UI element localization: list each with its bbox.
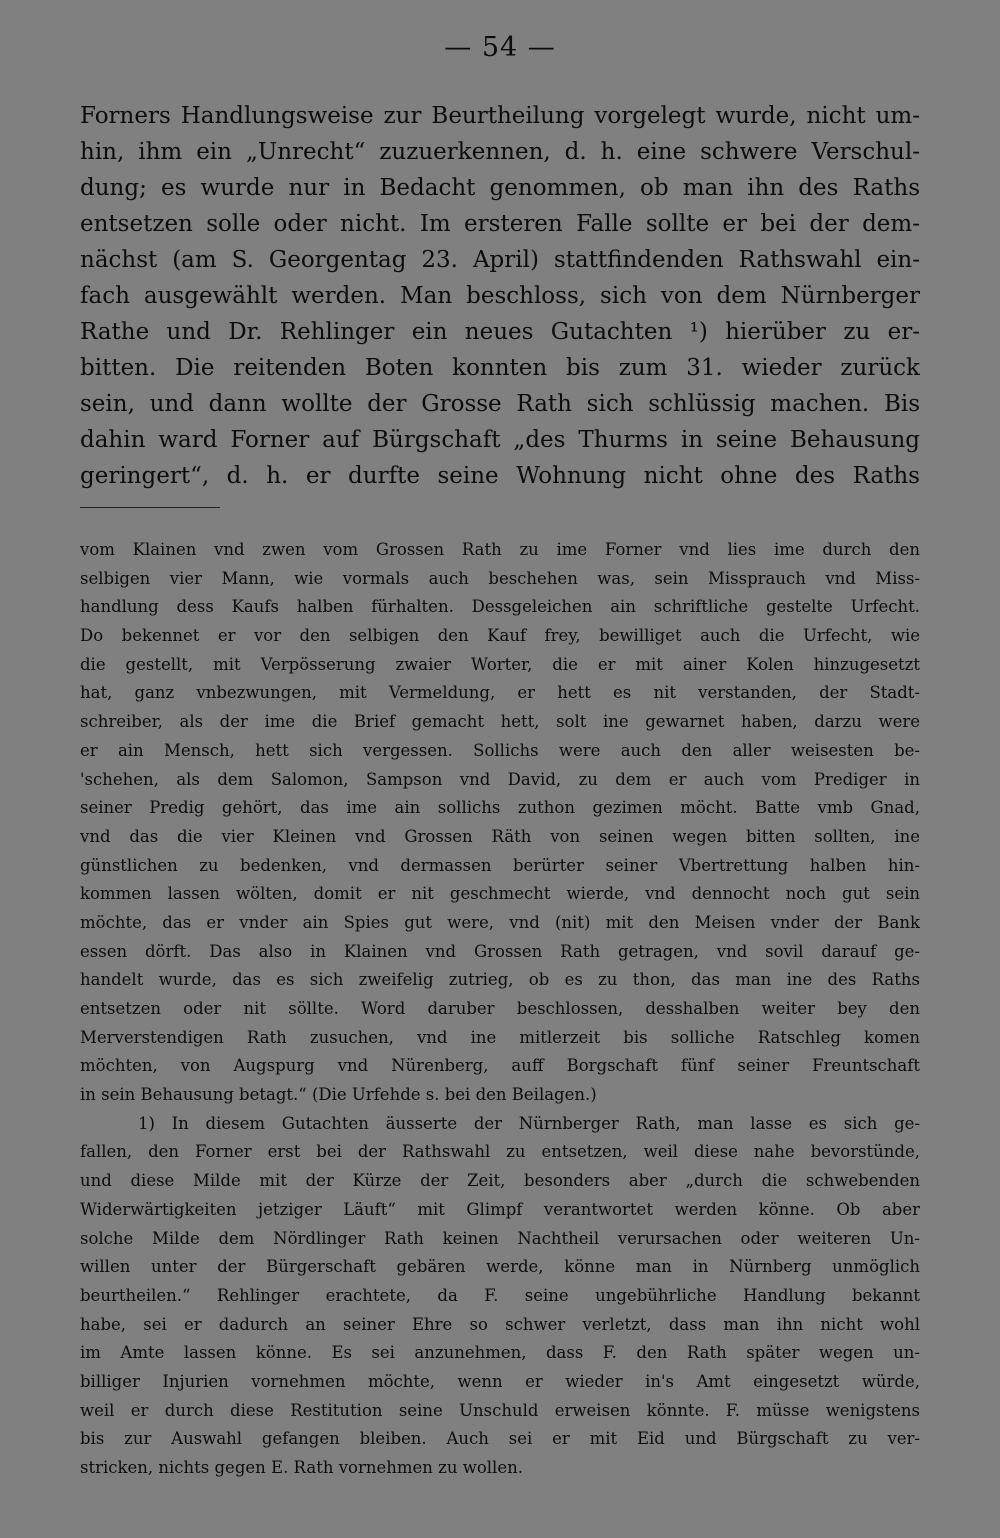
footnote-line: 'schehen, als dem Salomon, Sampson vnd David, zu dem er auch vom Prediger in xyxy=(80,769,920,789)
footnote-line: möchte, das er vnder ain Spies gut were, vnd (nit) mit den Meisen vnder der Bank xyxy=(80,912,920,932)
footnote-line: im Amte lassen könne. Es sei anzunehmen, dass F. den Rath später wegen un- xyxy=(80,1343,920,1363)
footnote-line: handlung dess Kaufs halben fürhalten. Dessgeleichen ain schriftliche gestelte Urfecht. xyxy=(80,597,920,617)
footnote-line: Do bekennet er vor den selbigen den Kauf frey, bewilliget auch die Urfecht, wie xyxy=(80,626,920,646)
footnote-line: schreiber, als der ime die Brief gemacht hett, solt ine gewarnet haben, darzu were xyxy=(80,712,920,732)
main-text-block xyxy=(80,98,920,494)
footnote-line: selbigen vier Mann, wie vormals auch beschehen was, sein Missprauch vnd Miss- xyxy=(80,568,920,588)
main-text-line: bitten. Die reitenden Boten konnten bis zum 31. wieder zurück xyxy=(80,355,920,381)
footnote-line: die gestellt, mit Verpösserung zwaier Worter, die er mit ainer Kolen hinzugesetzt xyxy=(80,654,920,674)
footnote-line: hat, ganz vnbezwungen, mit Vermeldung, er hett es nit verstanden, der Stadt- xyxy=(80,683,920,703)
footnote-line: möchten, von Augspurg vnd Nürenberg, auff Borgschaft fünf seiner Freuntschaft xyxy=(80,1056,920,1076)
main-text-line: hin, ihm ein „Unrecht“ zuzuerkennen, d. h. eine schwere Verschul- xyxy=(80,139,920,165)
footnote-line: willen unter der Bürgerschaft gebären werde, könne man in Nürnberg unmöglich xyxy=(80,1257,920,1277)
main-text-line: sein, und dann wollte der Grosse Rath sich schlüssig machen. Bis xyxy=(80,391,920,417)
main-text-line: fach ausgewählt werden. Man beschloss, sich von dem Nürnberger xyxy=(80,283,920,309)
footnote-line: beurtheilen.“ Rehlinger erachtete, da F. seine ungebührliche Handlung bekannt xyxy=(80,1285,920,1305)
page-number: — 54 — xyxy=(444,32,556,63)
main-text-line: Rathe und Dr. Rehlinger ein neues Gutachten ¹) hierüber zu er- xyxy=(80,319,920,345)
main-text-line: dahin ward Forner auf Bürgschaft „des Thurms in seine Behausung xyxy=(80,427,920,453)
footnote-line: kommen lassen wölten, domit er nit geschmecht wierde, vnd dennocht noch gut sein xyxy=(80,884,920,904)
footnote-line: vnd das die vier Kleinen vnd Grossen Räth von seinen wegen bitten sollten, ine xyxy=(80,826,920,846)
footnote-line: billiger Injurien vornehmen möchte, wenn er wieder in's Amt eingesetzt würde, xyxy=(80,1371,920,1391)
footnote-line: handelt wurde, das es sich zweifelig zutrieg, ob es zu thon, das man ine des Raths xyxy=(80,970,920,990)
footnote-line: habe, sei er dadurch an seiner Ehre so schwer verletzt, dass man ihn nicht wohl xyxy=(80,1314,920,1334)
footnote-line: fallen, den Forner erst bei der Rathswahl zu entsetzen, weil diese nahe bevorstünde, xyxy=(80,1142,920,1162)
footnote-line: stricken, nichts gegen E. Rath vornehmen zu wollen. xyxy=(80,1458,523,1477)
footnote-line: Merverstendigen Rath zusuchen, vnd ine mitlerzeit bis solliche Ratschleg komen xyxy=(80,1027,920,1047)
footnote-line: entsetzen oder nit söllte. Word daruber beschlossen, desshalben weiter bey den xyxy=(80,999,920,1018)
main-text-line: entsetzen solle oder nicht. Im ersteren Falle sollte er bei der dem- xyxy=(80,211,920,237)
footnote-line: 1) In diesem Gutachten äusserte der Nürnberger Rath, man lasse es sich ge- xyxy=(138,1113,920,1133)
main-text-line: nächst (am S. Georgentag 23. April) stattfindenden Rathswahl ein- xyxy=(80,247,920,273)
footnote-line: in sein Behausung betagt.“ (Die Urfehde s. bei den Beilagen.) xyxy=(80,1085,597,1105)
footnote-line: solche Milde dem Nördlinger Rath keinen Nachtheil verursachen oder weiteren Un- xyxy=(80,1228,920,1248)
main-text-line: dung; es wurde nur in Bedacht genommen, ob man ihn des Raths xyxy=(80,175,920,201)
footnote-line: vom Klainen vnd zwen vom Grossen Rath zu ime Forner vnd lies ime durch den xyxy=(80,540,920,559)
footnote-line: weil er durch diese Restitution seine Unschuld erweisen könnte. F. müsse wenigstens xyxy=(80,1400,920,1420)
footnote-line: er ain Mensch, hett sich vergessen. Sollichs were auch den aller weisesten be- xyxy=(80,740,920,760)
footnote-separator xyxy=(80,507,220,508)
footnote-line: und diese Milde mit der Kürze der Zeit, besonders aber „durch die schwebenden xyxy=(80,1171,920,1191)
footnote-line: bis zur Auswahl gefangen bleiben. Auch sei er mit Eid und Bürgschaft zu ver- xyxy=(80,1429,920,1449)
main-text-line: Forners Handlungsweise zur Beurtheilung vorgelegt wurde, nicht um- xyxy=(80,103,920,129)
main-text-line: geringert“, d. h. er durfte seine Wohnung nicht ohne des Raths xyxy=(80,463,920,489)
footnote-line: günstlichen zu bedenken, vnd dermassen berürter seiner Vbertrettung halben hin- xyxy=(80,855,920,875)
footnotes-block xyxy=(80,536,920,1483)
footnote-line: seiner Predig gehört, das ime ain sollichs zuthon gezimen möcht. Batte vmb Gnad, xyxy=(80,798,920,818)
footnote-line: essen dörft. Das also in Klainen vnd Grossen Rath getragen, vnd sovil darauf ge- xyxy=(80,941,920,961)
footnote-line: Widerwärtigkeiten jetziger Läuft“ mit Glimpf verantwortet werden könne. Ob aber xyxy=(80,1199,920,1219)
